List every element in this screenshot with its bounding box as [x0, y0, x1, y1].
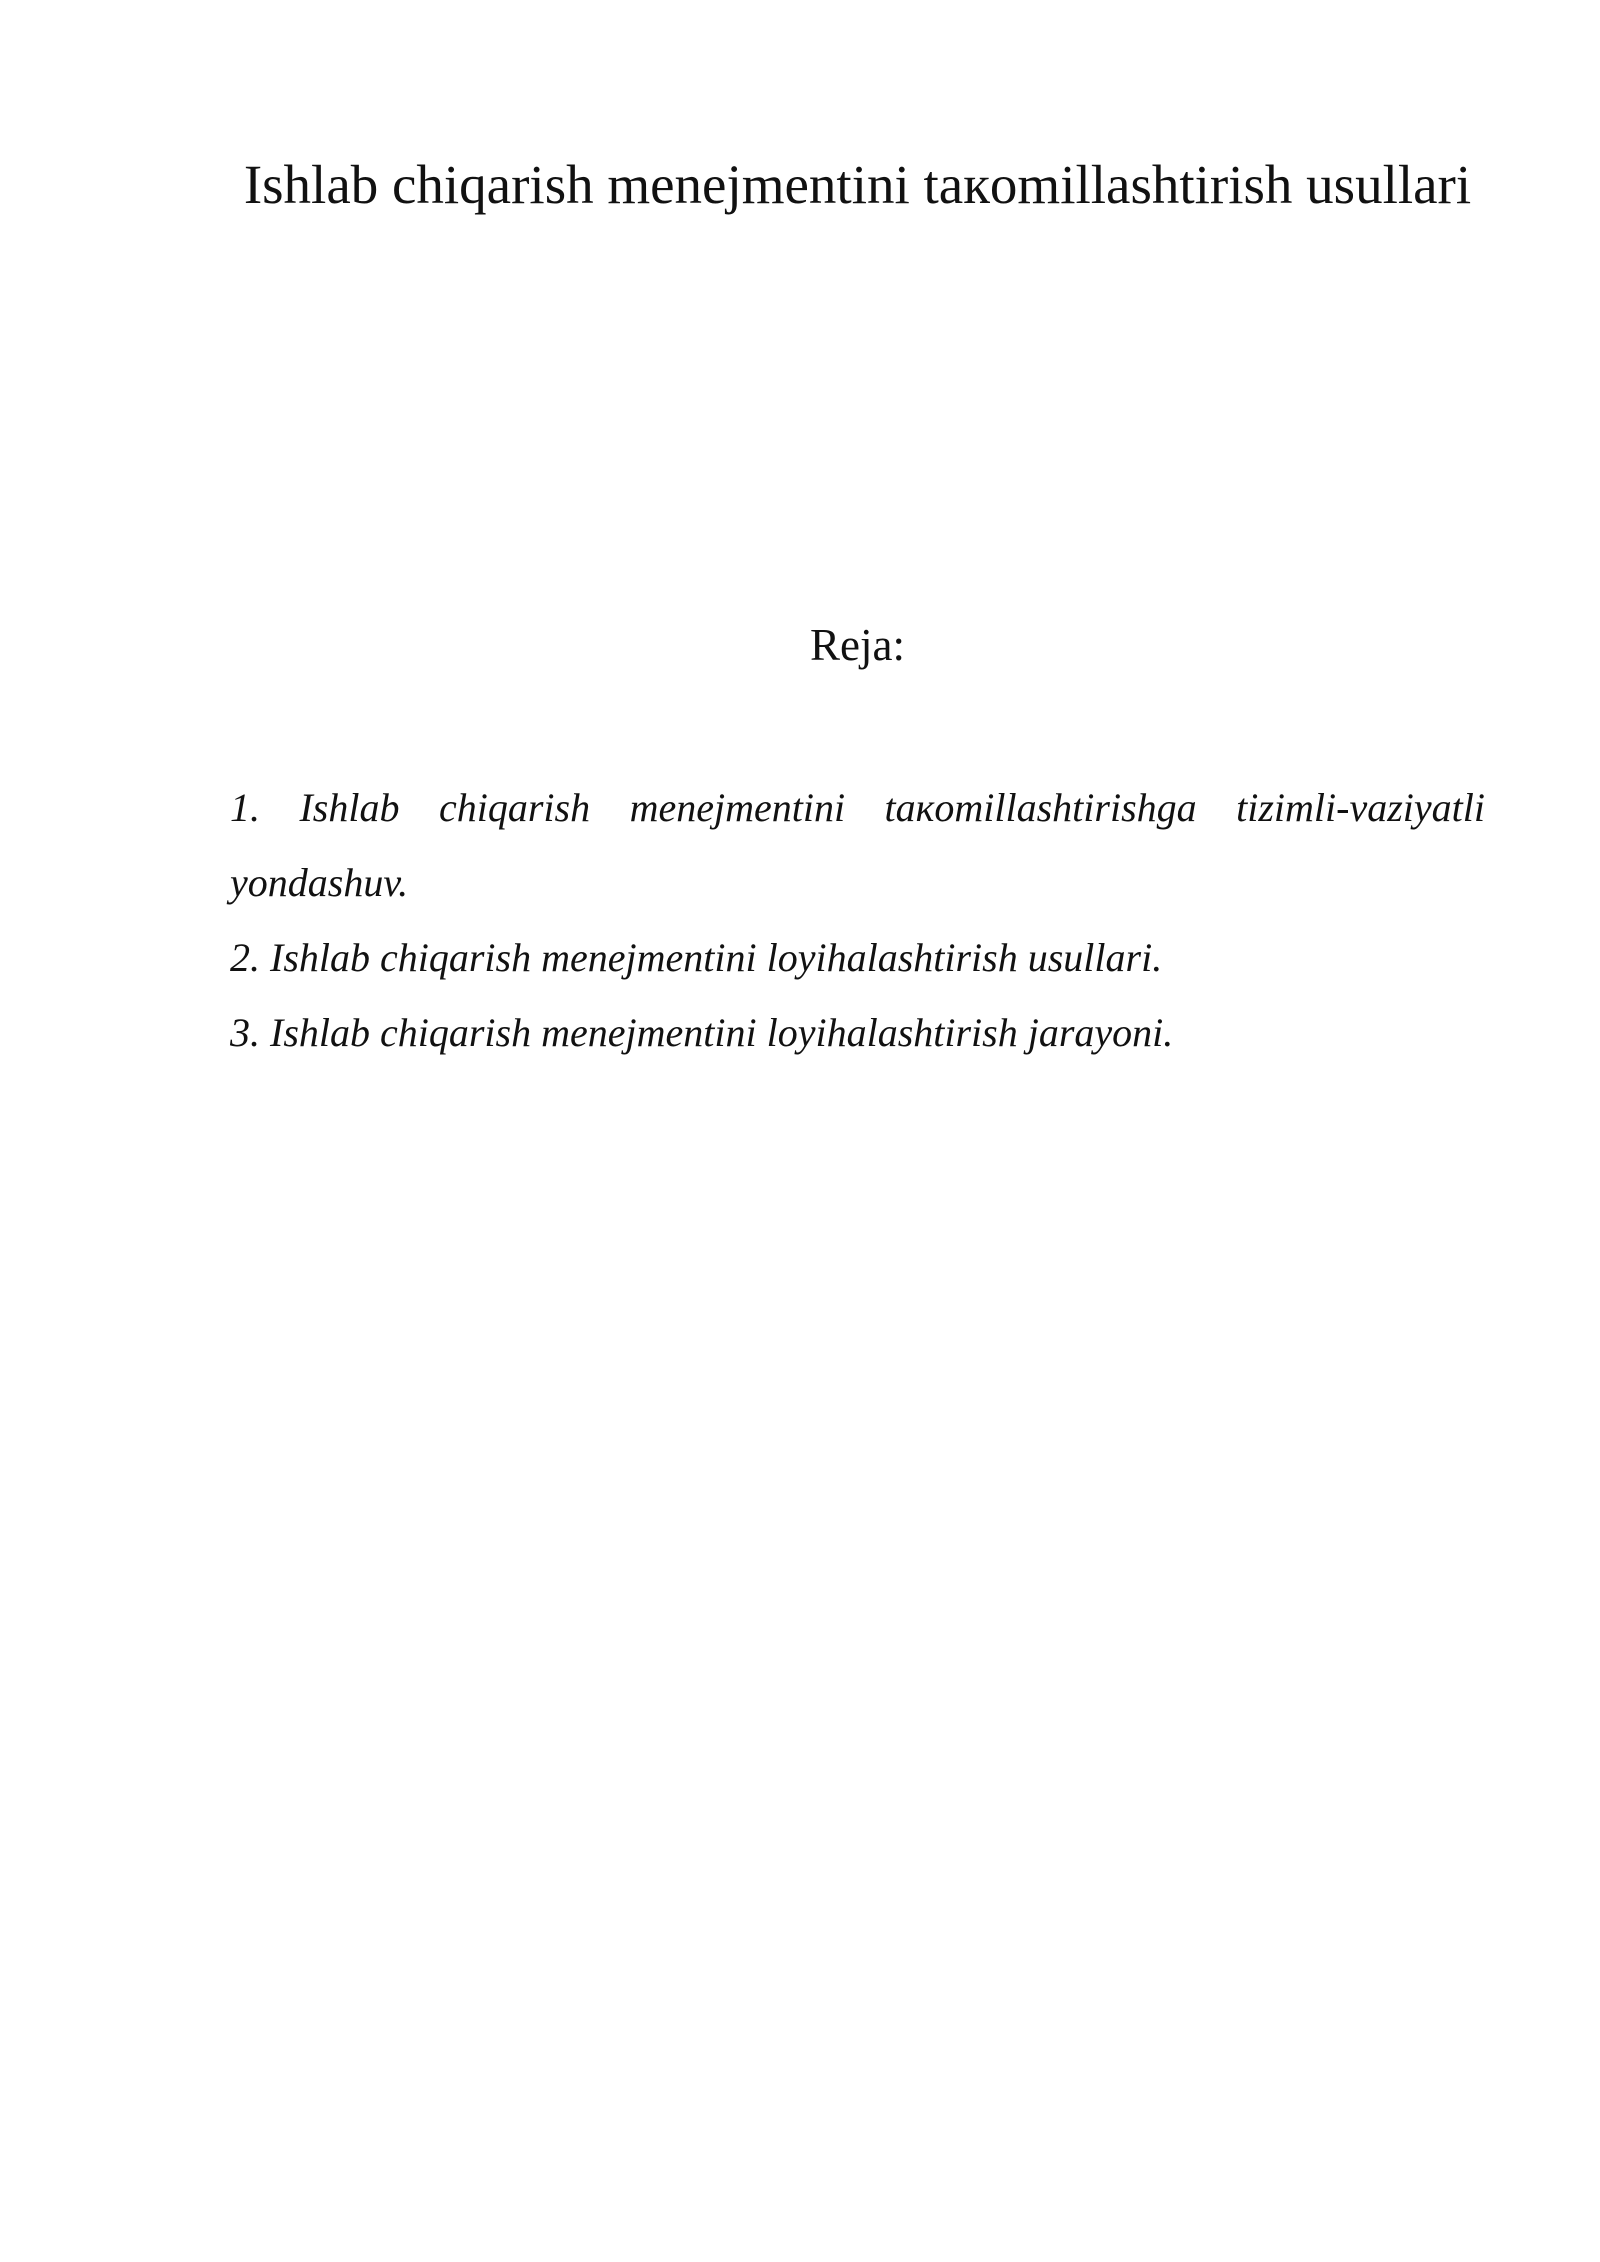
plan-item-1: 1. Ishlab chiqarish menejmentini taкomillashtirishga tizimli-vaziyatli yondashuv. [230, 785, 1485, 905]
plan-item-2: 2. Ishlab chiqarish menejmentini loyihalashtirish usullari. [230, 935, 1163, 980]
plan-item-3: 3. Ishlab chiqarish menejmentini loyihalashtirish jarayoni. [230, 1010, 1174, 1055]
document-title: Ishlab chiqarish menejmentini taкomillashtirish usullari [243, 154, 1472, 215]
plan-heading: Reja: [810, 620, 905, 670]
plan-list [230, 770, 1485, 1070]
